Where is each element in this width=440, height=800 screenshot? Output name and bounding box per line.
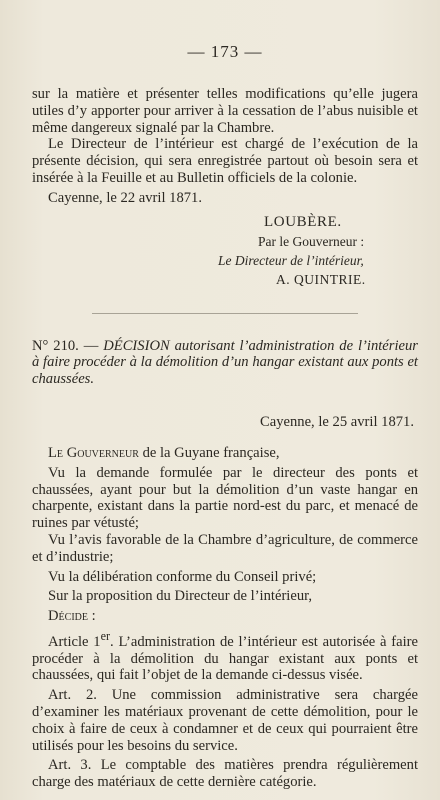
gouverneur-line [32, 445, 418, 462]
signature-signer: A. QUINTRIE. [276, 271, 366, 287]
top-paragraph: sur la matière et présenter telles modifications qu’elle jugera utiles d’y apporter pour arriver à la cessation de l’abus nuisible et même dangereux signalé par la Chambre. [32, 86, 418, 136]
gouverneur-word: Gouverneur [66, 444, 139, 461]
place-date-1: Cayenne, le 22 avril 1871. [48, 189, 203, 206]
decision-keyword: DÉCISION [103, 337, 170, 354]
decision-number: N° 210. — [32, 337, 99, 354]
decision-title: autorisant l’administration de l’intérieur à faire procéder à la démolition d’un hangar existant aux ponts et chaussées. [32, 337, 418, 388]
gouverneur-prefix: Le [48, 444, 64, 461]
signature-role: Le Directeur de l’intérieur, [218, 252, 364, 268]
vu-paragraph-2: Vu l’avis favorable de la Chambre d’agriculture, de commerce et d’industrie; [32, 531, 418, 565]
signature-par: Par le Gouverneur : [258, 233, 365, 249]
decision-heading [32, 338, 418, 388]
article-1 [32, 628, 418, 684]
signature-block [32, 213, 418, 289]
vu-paragraph-1: Vu la demande formulée par le directeur des ponts et chaussées, ayant pour but la démolition d’un vaste hangar en charpente, existant dans la partie nord-est du parc, et menacé de ruines par vétusté; [32, 464, 418, 532]
proposition-line: Sur la proposition du Directeur de l’intérieur, [48, 588, 313, 605]
article-2: Art. 2. Une commission administrative sera chargée d’examiner les matériaux provenant de cette démolition, pour le choix à faire de ceux à condamner et de ceux qui pourraient être utilisés pour les besoins du service. [32, 687, 418, 754]
gouverneur-rest: de la Guyane française, [142, 444, 280, 461]
directeur-paragraph: Le Directeur de l’intérieur est chargé de l’exécution de la présente décision, qui sera enregistrée partout où besoin sera et insérée à la Feuille et au Bulletin officiels de la colonie. [32, 136, 418, 186]
signature-name: LOUBÈRE. [264, 213, 342, 230]
article-3: Art. 3. Le comptable des matières prendra régulièrement charge des matériaux de cette dernière catégorie. [32, 757, 418, 791]
article-1-text: . L’administration de l’intérieur est autorisée à faire procéder à la démolition du hangar existant aux ponts et chaussées, qui fait l’objet de la demande ci-dessus visée. [32, 633, 419, 684]
article-1-sup: er [100, 628, 111, 643]
page-number: — 173 — [187, 42, 263, 61]
article-1-label: Article 1 [48, 633, 101, 650]
decide-line: Décide : [48, 608, 96, 625]
section-divider [92, 313, 358, 314]
vu-paragraph-3: Vu la délibération conforme du Conseil privé; [48, 568, 317, 585]
place-date-2: Cayenne, le 25 avril 1871. [259, 413, 414, 430]
